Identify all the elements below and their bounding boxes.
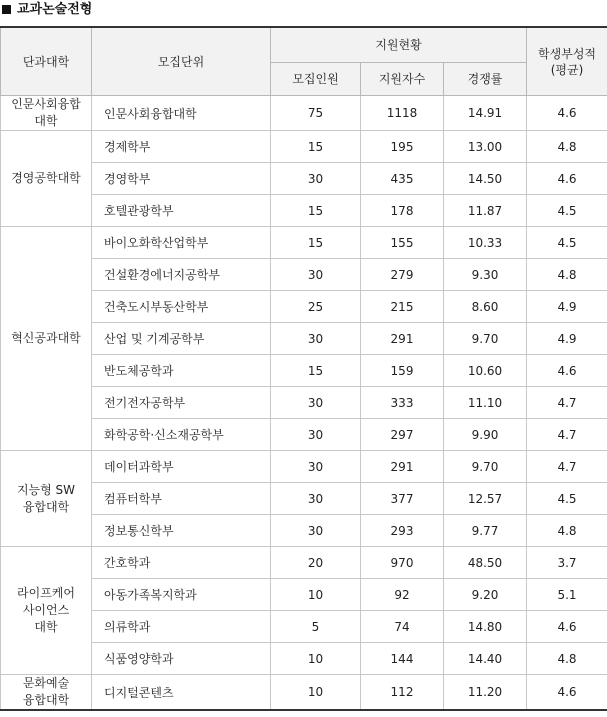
header-applicants: 지원자수 bbox=[361, 63, 444, 96]
ratio-cell: 14.50 bbox=[444, 163, 527, 195]
quota-cell: 15 bbox=[271, 355, 361, 387]
college-name-line: 문화예술 bbox=[22, 676, 70, 690]
table-row bbox=[1, 355, 607, 387]
grade-cell: 4.7 bbox=[527, 451, 607, 483]
applicants-cell: 291 bbox=[361, 451, 444, 483]
ratio-cell: 9.70 bbox=[444, 323, 527, 355]
grade-cell: 4.6 bbox=[527, 675, 607, 711]
applicants-cell: 155 bbox=[361, 227, 444, 259]
quota-cell: 15 bbox=[271, 195, 361, 227]
unit-cell: 반도체공학과 bbox=[92, 355, 271, 387]
ratio-cell: 10.60 bbox=[444, 355, 527, 387]
header-grade bbox=[527, 27, 607, 96]
ratio-cell: 9.30 bbox=[444, 259, 527, 291]
college-name-line: 융합대학 bbox=[22, 693, 70, 707]
ratio-cell: 10.33 bbox=[444, 227, 527, 259]
college-name-line: 인문사회융합 bbox=[11, 97, 81, 111]
college-cell bbox=[1, 675, 92, 711]
applicants-cell: 279 bbox=[361, 259, 444, 291]
quota-cell: 20 bbox=[271, 547, 361, 579]
ratio-cell: 48.50 bbox=[444, 547, 527, 579]
grade-cell: 5.1 bbox=[527, 579, 607, 611]
quota-cell: 15 bbox=[271, 227, 361, 259]
unit-cell: 컴퓨터학부 bbox=[92, 483, 271, 515]
unit-cell: 정보통신학부 bbox=[92, 515, 271, 547]
quota-cell: 30 bbox=[271, 323, 361, 355]
grade-cell: 3.7 bbox=[527, 547, 607, 579]
college-cell bbox=[1, 547, 92, 675]
college-cell bbox=[1, 131, 92, 227]
quota-cell: 10 bbox=[271, 643, 361, 675]
quota-cell: 30 bbox=[271, 387, 361, 419]
ratio-cell: 12.57 bbox=[444, 483, 527, 515]
grade-cell: 4.9 bbox=[527, 291, 607, 323]
section-title bbox=[0, 0, 92, 20]
ratio-cell: 14.91 bbox=[444, 96, 527, 131]
unit-cell: 바이오화학산업학부 bbox=[92, 227, 271, 259]
applicants-cell: 92 bbox=[361, 579, 444, 611]
table-row bbox=[1, 675, 607, 711]
applicants-cell: 159 bbox=[361, 355, 444, 387]
table-row bbox=[1, 227, 607, 259]
grade-cell: 4.5 bbox=[527, 195, 607, 227]
applicants-cell: 291 bbox=[361, 323, 444, 355]
unit-cell: 건설환경에너지공학부 bbox=[92, 259, 271, 291]
college-name-line: 라이프케어 bbox=[17, 586, 75, 600]
college-name-line: 대학 bbox=[34, 114, 58, 128]
quota-cell: 15 bbox=[271, 131, 361, 163]
header-college: 단과대학 bbox=[1, 27, 92, 96]
applicants-cell: 377 bbox=[361, 483, 444, 515]
section-title-text: 교과논술전형 bbox=[17, 2, 93, 17]
grade-cell: 4.5 bbox=[527, 483, 607, 515]
unit-cell: 식품영양학과 bbox=[92, 643, 271, 675]
grade-cell: 4.6 bbox=[527, 611, 607, 643]
college-cell bbox=[1, 227, 92, 451]
unit-cell: 경제학부 bbox=[92, 131, 271, 163]
ratio-cell: 14.40 bbox=[444, 643, 527, 675]
header-applicants-group: 지원현황 bbox=[271, 27, 527, 63]
ratio-cell: 13.00 bbox=[444, 131, 527, 163]
applicants-cell: 112 bbox=[361, 675, 444, 711]
quota-cell: 30 bbox=[271, 515, 361, 547]
ratio-cell: 9.77 bbox=[444, 515, 527, 547]
applicants-cell: 178 bbox=[361, 195, 444, 227]
grade-cell: 4.8 bbox=[527, 131, 607, 163]
table-row bbox=[1, 163, 607, 195]
table-row bbox=[1, 611, 607, 643]
table-row bbox=[1, 195, 607, 227]
quota-cell: 10 bbox=[271, 579, 361, 611]
table-row bbox=[1, 547, 607, 579]
college-cell bbox=[1, 96, 92, 131]
ratio-cell: 11.87 bbox=[444, 195, 527, 227]
unit-cell: 인문사회융합대학 bbox=[92, 96, 271, 131]
ratio-cell: 9.90 bbox=[444, 419, 527, 451]
applicants-cell: 195 bbox=[361, 131, 444, 163]
unit-cell: 화학공학·신소재공학부 bbox=[92, 419, 271, 451]
table-row bbox=[1, 96, 607, 131]
ratio-cell: 8.60 bbox=[444, 291, 527, 323]
applicants-cell: 970 bbox=[361, 547, 444, 579]
quota-cell: 75 bbox=[271, 96, 361, 131]
grade-cell: 4.6 bbox=[527, 96, 607, 131]
quota-cell: 25 bbox=[271, 291, 361, 323]
header-quota: 모집인원 bbox=[271, 63, 361, 96]
table-row bbox=[1, 451, 607, 483]
header-ratio: 경쟁률 bbox=[444, 63, 527, 96]
table-row bbox=[1, 387, 607, 419]
college-name-line: 대학 bbox=[34, 620, 58, 634]
ratio-cell: 11.10 bbox=[444, 387, 527, 419]
table-row bbox=[1, 291, 607, 323]
unit-cell: 건축도시부동산학부 bbox=[92, 291, 271, 323]
grade-cell: 4.7 bbox=[527, 419, 607, 451]
grade-cell: 4.8 bbox=[527, 643, 607, 675]
grade-cell: 4.8 bbox=[527, 259, 607, 291]
square-bullet-icon bbox=[2, 5, 11, 14]
unit-cell: 전기전자공학부 bbox=[92, 387, 271, 419]
table-row bbox=[1, 643, 607, 675]
ratio-cell: 9.70 bbox=[444, 451, 527, 483]
unit-cell: 간호학과 bbox=[92, 547, 271, 579]
ratio-cell: 11.20 bbox=[444, 675, 527, 711]
grade-cell: 4.6 bbox=[527, 355, 607, 387]
college-name-line: 지능형 SW bbox=[16, 482, 76, 497]
unit-cell: 데이터과학부 bbox=[92, 451, 271, 483]
quota-cell: 30 bbox=[271, 163, 361, 195]
header-grade-line2: (평균) bbox=[550, 62, 584, 77]
applicants-cell: 74 bbox=[361, 611, 444, 643]
table-row bbox=[1, 323, 607, 355]
college-cell bbox=[1, 451, 92, 547]
header-grade-line1: 학생부성적 bbox=[538, 46, 597, 61]
quota-cell: 10 bbox=[271, 675, 361, 711]
grade-cell: 4.9 bbox=[527, 323, 607, 355]
applicants-cell: 435 bbox=[361, 163, 444, 195]
table-header bbox=[1, 27, 607, 96]
college-name-line: 경영공학대학 bbox=[11, 171, 81, 185]
unit-cell: 의류학과 bbox=[92, 611, 271, 643]
table-row bbox=[1, 579, 607, 611]
grade-cell: 4.7 bbox=[527, 387, 607, 419]
table-row bbox=[1, 515, 607, 547]
college-name-line: 혁신공과대학 bbox=[11, 331, 81, 345]
unit-cell: 산업 및 기계공학부 bbox=[92, 323, 271, 355]
quota-cell: 30 bbox=[271, 259, 361, 291]
college-name-line: 사이언스 bbox=[22, 603, 70, 617]
applicants-cell: 293 bbox=[361, 515, 444, 547]
applicants-cell: 144 bbox=[361, 643, 444, 675]
quota-cell: 5 bbox=[271, 611, 361, 643]
grade-cell: 4.8 bbox=[527, 515, 607, 547]
ratio-cell: 14.80 bbox=[444, 611, 527, 643]
unit-cell: 호텔관광학부 bbox=[92, 195, 271, 227]
quota-cell: 30 bbox=[271, 419, 361, 451]
unit-cell: 아동가족복지학과 bbox=[92, 579, 271, 611]
ratio-cell: 9.20 bbox=[444, 579, 527, 611]
table-row bbox=[1, 483, 607, 515]
unit-cell: 디지털콘텐츠 bbox=[92, 675, 271, 711]
admissions-table bbox=[0, 26, 607, 711]
unit-cell: 경영학부 bbox=[92, 163, 271, 195]
grade-cell: 4.6 bbox=[527, 163, 607, 195]
applicants-cell: 215 bbox=[361, 291, 444, 323]
applicants-cell: 297 bbox=[361, 419, 444, 451]
table-body bbox=[1, 96, 607, 711]
grade-cell: 4.5 bbox=[527, 227, 607, 259]
applicants-cell: 1118 bbox=[361, 96, 444, 131]
quota-cell: 30 bbox=[271, 451, 361, 483]
applicants-cell: 333 bbox=[361, 387, 444, 419]
table-row bbox=[1, 131, 607, 163]
table-row bbox=[1, 419, 607, 451]
quota-cell: 30 bbox=[271, 483, 361, 515]
header-unit: 모집단위 bbox=[92, 27, 271, 96]
college-name-line: 융합대학 bbox=[22, 499, 70, 514]
table-row bbox=[1, 259, 607, 291]
